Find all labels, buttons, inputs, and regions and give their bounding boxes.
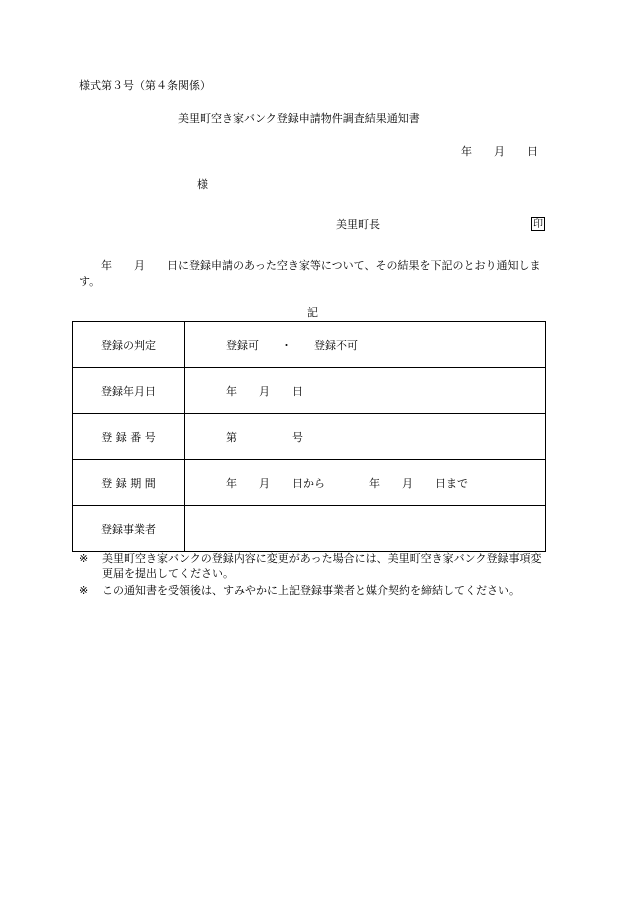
ki-heading: 記 (307, 306, 318, 319)
row-label: 登 録 期 間 (73, 460, 185, 506)
table-row (73, 414, 546, 460)
note-1 (79, 551, 549, 581)
row-value: 年 月 日から 年 月 日まで (185, 460, 546, 506)
seal-mark: 印 (533, 219, 543, 230)
table-row (73, 506, 546, 552)
row-label: 登録年月日 (73, 368, 185, 414)
row-value: 第 号 (185, 414, 546, 460)
addressee-suffix: 様 (197, 178, 208, 191)
row-label: 登 録 番 号 (73, 414, 185, 460)
issuer: 美里町長 (336, 218, 380, 231)
row-value (185, 506, 546, 552)
note-mark: ※ (79, 584, 89, 597)
date-line: 年 月 日 (461, 145, 538, 158)
row-value: 年 月 日 (185, 368, 546, 414)
note-2 (79, 583, 549, 598)
row-label: 登録事業者 (73, 506, 185, 552)
table-row (73, 368, 546, 414)
body-text: 年 月 日に登録申請のあった空き家等について、その結果を下記のとおり通知します。 (79, 259, 541, 288)
note-mark: ※ (79, 552, 89, 565)
note-text: この通知書を受領後は、すみやかに上記登録事業者と媒介契約を締結してください。 (102, 584, 520, 597)
row-label: 登録の判定 (73, 322, 185, 368)
table-row (73, 322, 546, 368)
result-table (72, 321, 546, 552)
form-number: 様式第３号（第４条関係） (79, 79, 211, 92)
table-row (73, 460, 546, 506)
row-value: 登録可 ・ 登録不可 (185, 322, 546, 368)
note-text: 美里町空き家バンクの登録内容に変更があった場合には、美里町空き家バンク登録事項変更届を提出してください。 (102, 552, 542, 580)
document-title: 美里町空き家バンク登録申請物件調査結果通知書 (178, 112, 420, 125)
